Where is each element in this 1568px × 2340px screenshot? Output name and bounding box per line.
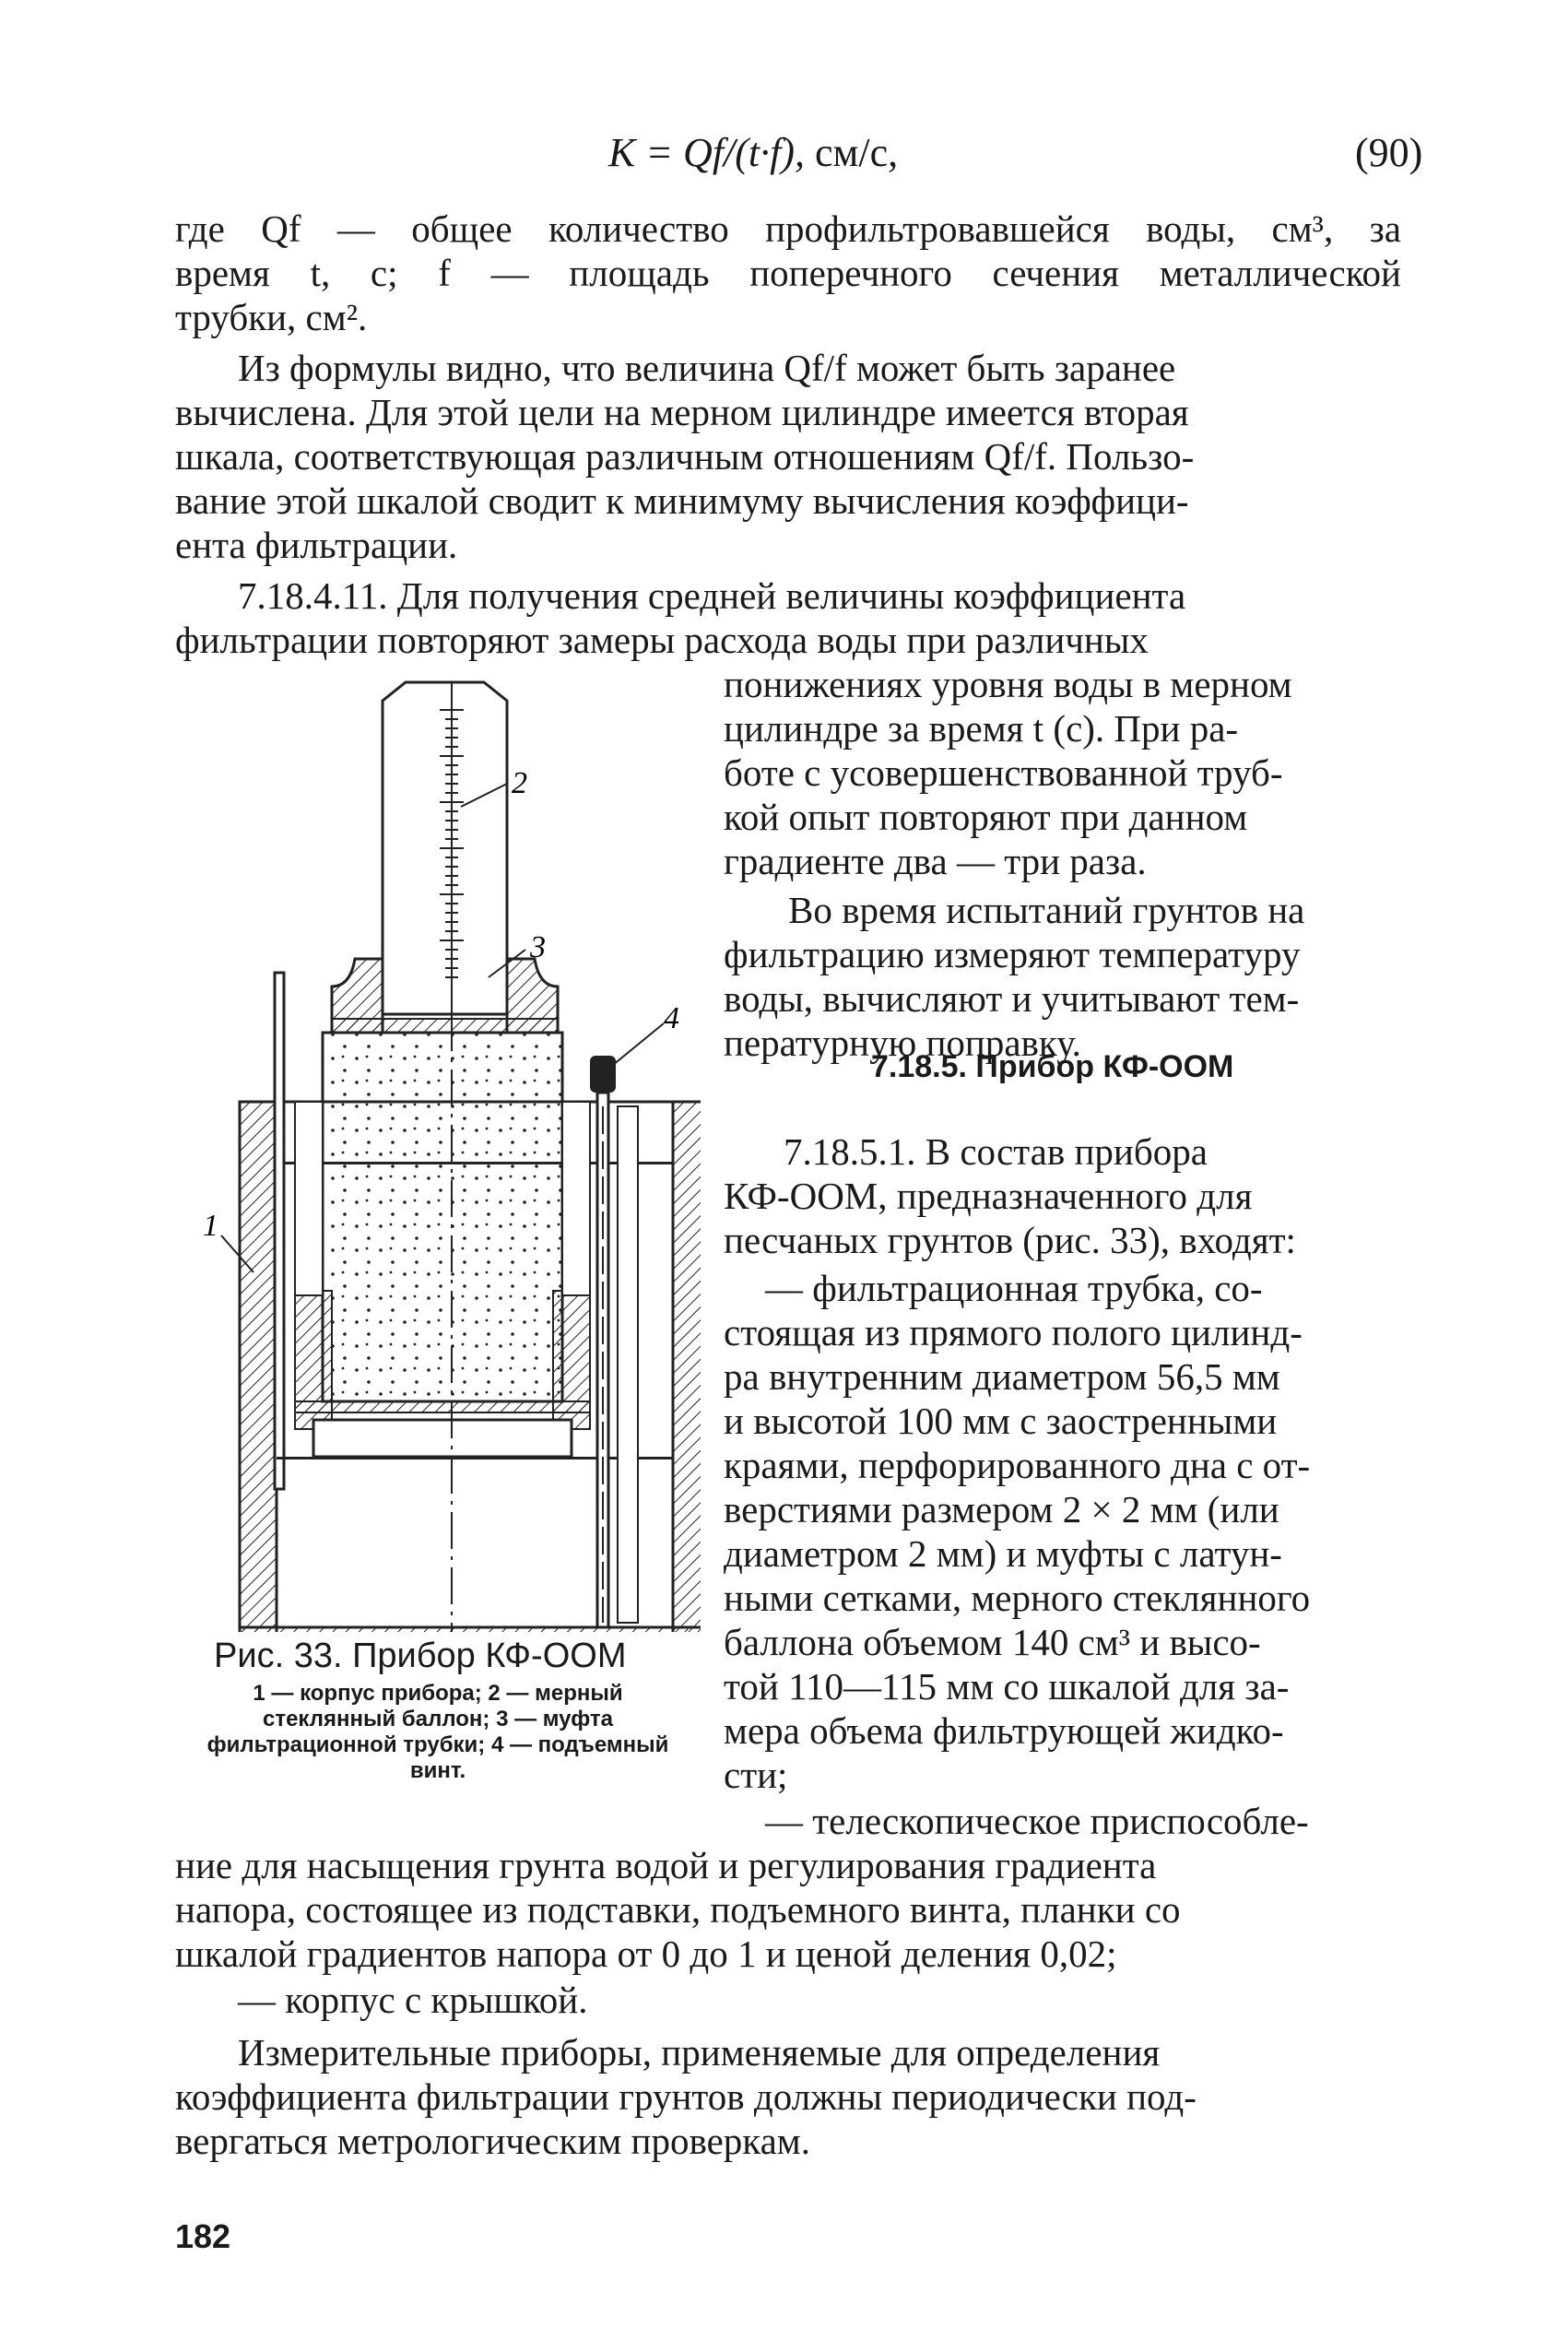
para-where-line-2: время t, с; f — площадь поперечного сечения металлической [175, 252, 1401, 294]
para-71851-line-3: песчаных грунтов (рис. 33), входят: [724, 1219, 1296, 1261]
para-71851-line-6: ра внутренним диаметром 56,5 мм [724, 1355, 1280, 1398]
figure-caption-legend: 1 — корпус прибора; 2 — мерный стеклянный баллон; 3 — муфта фильтрационной трубки; 4 — подъемный винт. [206, 1681, 669, 1783]
para-71841-right-line-5: градиенте два — три раза. [724, 840, 1147, 882]
equation-number: (90) [1355, 130, 1423, 175]
para-71841-right-line-1: понижениях уровня воды в мерном [724, 663, 1292, 705]
filtration-tube [295, 1033, 590, 1457]
page-number: 182 [175, 2217, 231, 2255]
leader-4 [613, 1023, 664, 1065]
figure-label-1: 1 [203, 1209, 218, 1243]
para-tele-line-2: напора, состоящее из подставки, подъемного винта, планки со [175, 1888, 1181, 1931]
para-temp-line-1: Во время испытаний грунтов на [788, 889, 1305, 931]
figure-label-2: 2 [512, 766, 527, 800]
para-temp-line-4: пературную поправку. [724, 1022, 1081, 1064]
figure-kf-oom-diagram [184, 645, 701, 1632]
para-formula-line-1: Из формулы видно, что величина Qf/f может быть заранее [238, 347, 1176, 389]
para-71841-line-1: 7.18.4.11. Для получения средней величины коэффициента [238, 574, 1186, 617]
figure-label-3: 3 [530, 930, 546, 964]
para-71851-line-2: КФ-ООМ, предназначенного для [724, 1175, 1253, 1217]
para-71851-line-10: диаметром 2 мм) и муфты с латун- [724, 1532, 1282, 1575]
para-where-line-1: где Qf — общее количество профильтровавшейся воды, см³, за [175, 207, 1401, 250]
para-temp-line-3: воды, вычисляют и учитывают тем- [724, 977, 1300, 1020]
formula-unit: см/с, [815, 130, 899, 175]
support-rod [275, 973, 284, 1489]
para-71841-line-2: фильтрации повторяют замеры расхода воды при различных [175, 619, 1149, 661]
para-formula-line-4: вание этой шкалой сводит к минимуму вычисления коэффици- [175, 479, 1189, 522]
para-71851-line-4: — фильтрационная трубка, со- [765, 1267, 1263, 1309]
para-71851-line-13: той 110—115 мм со шкалой для за- [724, 1665, 1290, 1708]
para-tele-line-1: ние для насыщения грунта водой и регулирования градиента [175, 1844, 1157, 1886]
para-71851-line-7: и высотой 100 мм с заостренными [724, 1400, 1278, 1442]
para-71851-line-16: — телескопическое приспособле- [765, 1800, 1309, 1842]
para-71851-line-9: верстиями размером 2 × 2 мм (или [724, 1488, 1279, 1530]
para-where-line-3: трубки, см². [175, 296, 368, 338]
section-heading: 7.18.5. Прибор КФ-ООМ [871, 1049, 1234, 1084]
figure-caption-title: Рис. 33. Прибор КФ-ООМ [214, 1637, 627, 1675]
para-formula-line-5: ента фильтрации. [175, 524, 458, 566]
para-temp-line-2: фильтрацию измеряют температуру [724, 933, 1301, 975]
para-final-line-3: вергаться метрологическим проверкам. [175, 2120, 810, 2162]
para-formula-line-3: шкала, соответствующая различным отношениям Qf/f. Пользо- [175, 435, 1195, 478]
para-final-line-1: Измерительные приборы, применяемые для определения [238, 2031, 1161, 2074]
para-71851-line-8: краями, перфорированного дна с от- [724, 1444, 1311, 1486]
para-71841-right-line-2: цилиндре за время t (с). При ра- [724, 707, 1239, 750]
para-71851-line-12: баллона объемом 140 см³ и высо- [724, 1621, 1261, 1663]
para-tele-line-3: шкалой градиентов напора от 0 до 1 и ценой деления 0,02; [175, 1932, 1117, 1975]
para-71851-line-11: ными сетками, мерного стеклянного [724, 1577, 1311, 1619]
para-71851-line-14: мера объема фильтрующей жидко- [724, 1709, 1284, 1752]
para-tele-line-4: — корпус с крышкой. [238, 1979, 588, 2021]
para-formula-line-2: вычислена. Для этой цели на мерном цилиндре имеется вторая [175, 391, 1189, 433]
para-final-line-2: коэффициента фильтрации грунтов должны периодически под- [175, 2075, 1197, 2118]
lifting-screw [590, 1056, 638, 1627]
para-71851-line-15: сти; [724, 1754, 788, 1796]
formula-text: K = Qf/(t·f), [608, 130, 806, 175]
para-71841-right-line-4: кой опыт повторяют при данном [724, 796, 1248, 838]
formula [608, 129, 898, 176]
para-71841-right-line-3: боте с усовершенствованной труб- [724, 751, 1283, 794]
figure-label-4: 4 [664, 1001, 679, 1035]
para-71851-line-5: стоящая из прямого полого цилинд- [724, 1311, 1303, 1353]
para-71851-line-1: 7.18.5.1. В состав прибора [784, 1130, 1208, 1173]
